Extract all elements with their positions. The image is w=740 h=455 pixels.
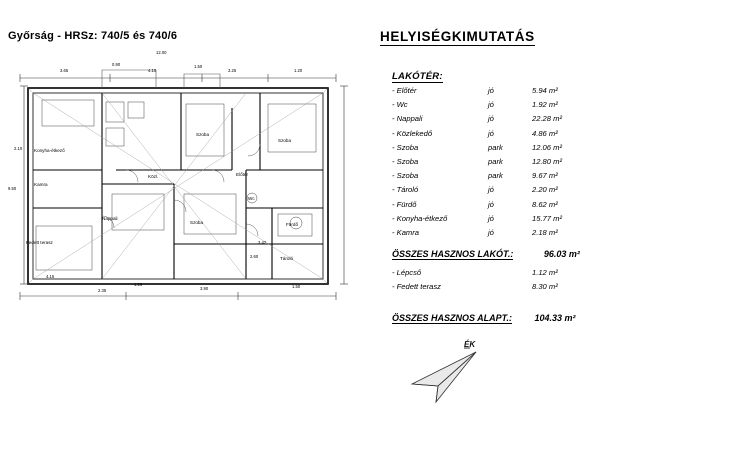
room-name: - Wc bbox=[392, 100, 408, 110]
room-area: 9.67 m² bbox=[532, 171, 558, 181]
room-name: - Konyha-étkező bbox=[392, 213, 448, 223]
table-row bbox=[392, 129, 592, 143]
table-row bbox=[392, 171, 592, 185]
room-area: 8.62 m² bbox=[532, 199, 558, 209]
room-name: - Fürdő bbox=[392, 199, 417, 209]
extra-area: 8.30 m² bbox=[532, 282, 558, 292]
table-row bbox=[392, 282, 588, 296]
room-schedule-table bbox=[392, 86, 592, 242]
room-area: 15.77 m² bbox=[532, 213, 562, 223]
plan-dimension: 2.35 bbox=[98, 288, 107, 293]
room-finish: jó bbox=[488, 185, 494, 195]
north-arrow-label: ÉK bbox=[464, 340, 476, 349]
table-row bbox=[392, 228, 592, 242]
plan-room-label: Fedett terasz bbox=[26, 240, 53, 245]
total-living-area bbox=[392, 249, 580, 260]
plan-dimension: 1.20 bbox=[294, 68, 303, 73]
room-area: 2.20 m² bbox=[532, 185, 558, 195]
room-name: - Szoba bbox=[392, 156, 419, 166]
room-finish: jó bbox=[488, 86, 494, 95]
schedule-title: HELYISÉGKIMUTATÁS bbox=[380, 29, 535, 44]
total-useful-area-value: 104.33 m² bbox=[534, 313, 576, 323]
plan-dimension: 4.15 bbox=[46, 274, 55, 279]
total-useful-area-label: ÖSSZES HASZNOS ALAPT.: bbox=[392, 313, 513, 323]
total-living-area-label: ÖSSZES HASZNOS LAKÓT.: bbox=[392, 249, 514, 259]
room-area: 12.80 m² bbox=[532, 156, 562, 166]
room-finish: jó bbox=[488, 199, 494, 209]
table-row bbox=[392, 185, 592, 199]
plan-dimension: 9.50 bbox=[8, 186, 17, 191]
table-row bbox=[392, 157, 592, 171]
room-finish: jó bbox=[488, 128, 494, 138]
plan-dimension: 1.25 bbox=[134, 282, 143, 287]
plan-room-label: Nappali bbox=[102, 216, 118, 221]
room-area: 1.92 m² bbox=[532, 100, 558, 110]
room-area: 12.06 m² bbox=[532, 142, 562, 152]
extra-name: - Lépcső bbox=[392, 268, 422, 277]
room-area: 2.18 m² bbox=[532, 227, 558, 237]
plan-dimension: 3.25 bbox=[228, 68, 237, 73]
table-row bbox=[392, 143, 592, 157]
plan-room-label: Szoba bbox=[190, 220, 204, 225]
plan-dimension: 3.90 bbox=[200, 286, 209, 291]
parcel-title: Győrság - HRSz: 740/5 és 740/6 bbox=[8, 30, 178, 42]
plan-room-label: Előtér bbox=[236, 172, 249, 177]
table-row bbox=[392, 86, 592, 100]
plan-room-label: Tároló bbox=[280, 256, 294, 261]
plan-room-label: Közl. bbox=[148, 174, 159, 179]
room-finish: jó bbox=[488, 114, 494, 124]
total-living-area-value: 96.03 m² bbox=[543, 249, 580, 259]
plan-room-label: Szoba bbox=[196, 132, 210, 137]
plan-dimension: 3.42 bbox=[258, 240, 267, 245]
table-row bbox=[392, 268, 588, 282]
north-arrow-icon bbox=[404, 340, 494, 410]
room-area: 5.94 m² bbox=[532, 86, 558, 95]
room-name: - Szoba bbox=[392, 142, 419, 152]
plan-room-label: Kamra bbox=[34, 182, 48, 187]
plan-dimension: 0.90 bbox=[112, 62, 121, 67]
table-row bbox=[392, 100, 592, 114]
table-row bbox=[392, 114, 592, 128]
plan-room-label: Wc bbox=[248, 196, 255, 201]
room-finish: park bbox=[488, 171, 503, 181]
room-finish: jó bbox=[488, 100, 494, 110]
room-name: - Szoba bbox=[392, 171, 419, 181]
room-name: - Kamra bbox=[392, 227, 420, 237]
room-name: - Tároló bbox=[392, 185, 419, 195]
room-finish: jó bbox=[488, 227, 494, 237]
plan-dimension: 2.60 bbox=[250, 254, 259, 259]
plan-dimension: 3.65 bbox=[60, 68, 69, 73]
room-finish: jó bbox=[488, 213, 494, 223]
room-area: 22.28 m² bbox=[532, 114, 562, 124]
plan-dimension: 1.50 bbox=[194, 64, 203, 69]
extra-areas-table bbox=[392, 268, 588, 296]
north-arrow bbox=[404, 340, 494, 410]
living-area-group-title: LAKÓTÉR: bbox=[392, 71, 443, 82]
floor-plan-svg bbox=[6, 48, 352, 308]
plan-dimension: 1.50 bbox=[292, 284, 301, 289]
room-area: 4.86 m² bbox=[532, 128, 558, 138]
plan-room-label: Fürdő bbox=[286, 222, 299, 227]
plan-room-label: Konyha-étkező bbox=[34, 148, 65, 153]
plan-dimension: 12.00 bbox=[156, 50, 167, 55]
extra-area: 1.12 m² bbox=[532, 268, 558, 277]
plan-dimension: 4.10 bbox=[148, 68, 157, 73]
plan-room-label: Szoba bbox=[278, 138, 292, 143]
room-name: - Előtér bbox=[392, 86, 417, 95]
room-finish: park bbox=[488, 142, 503, 152]
room-name: - Nappali bbox=[392, 114, 423, 124]
table-row bbox=[392, 200, 592, 214]
plan-dimension: 2.10 bbox=[14, 146, 23, 151]
floor-plan bbox=[6, 48, 352, 308]
table-row bbox=[392, 214, 592, 228]
room-finish: park bbox=[488, 156, 503, 166]
extra-name: - Fedett terasz bbox=[392, 282, 441, 292]
room-name: - Közlekedő bbox=[392, 128, 433, 138]
total-useful-area bbox=[392, 313, 576, 324]
